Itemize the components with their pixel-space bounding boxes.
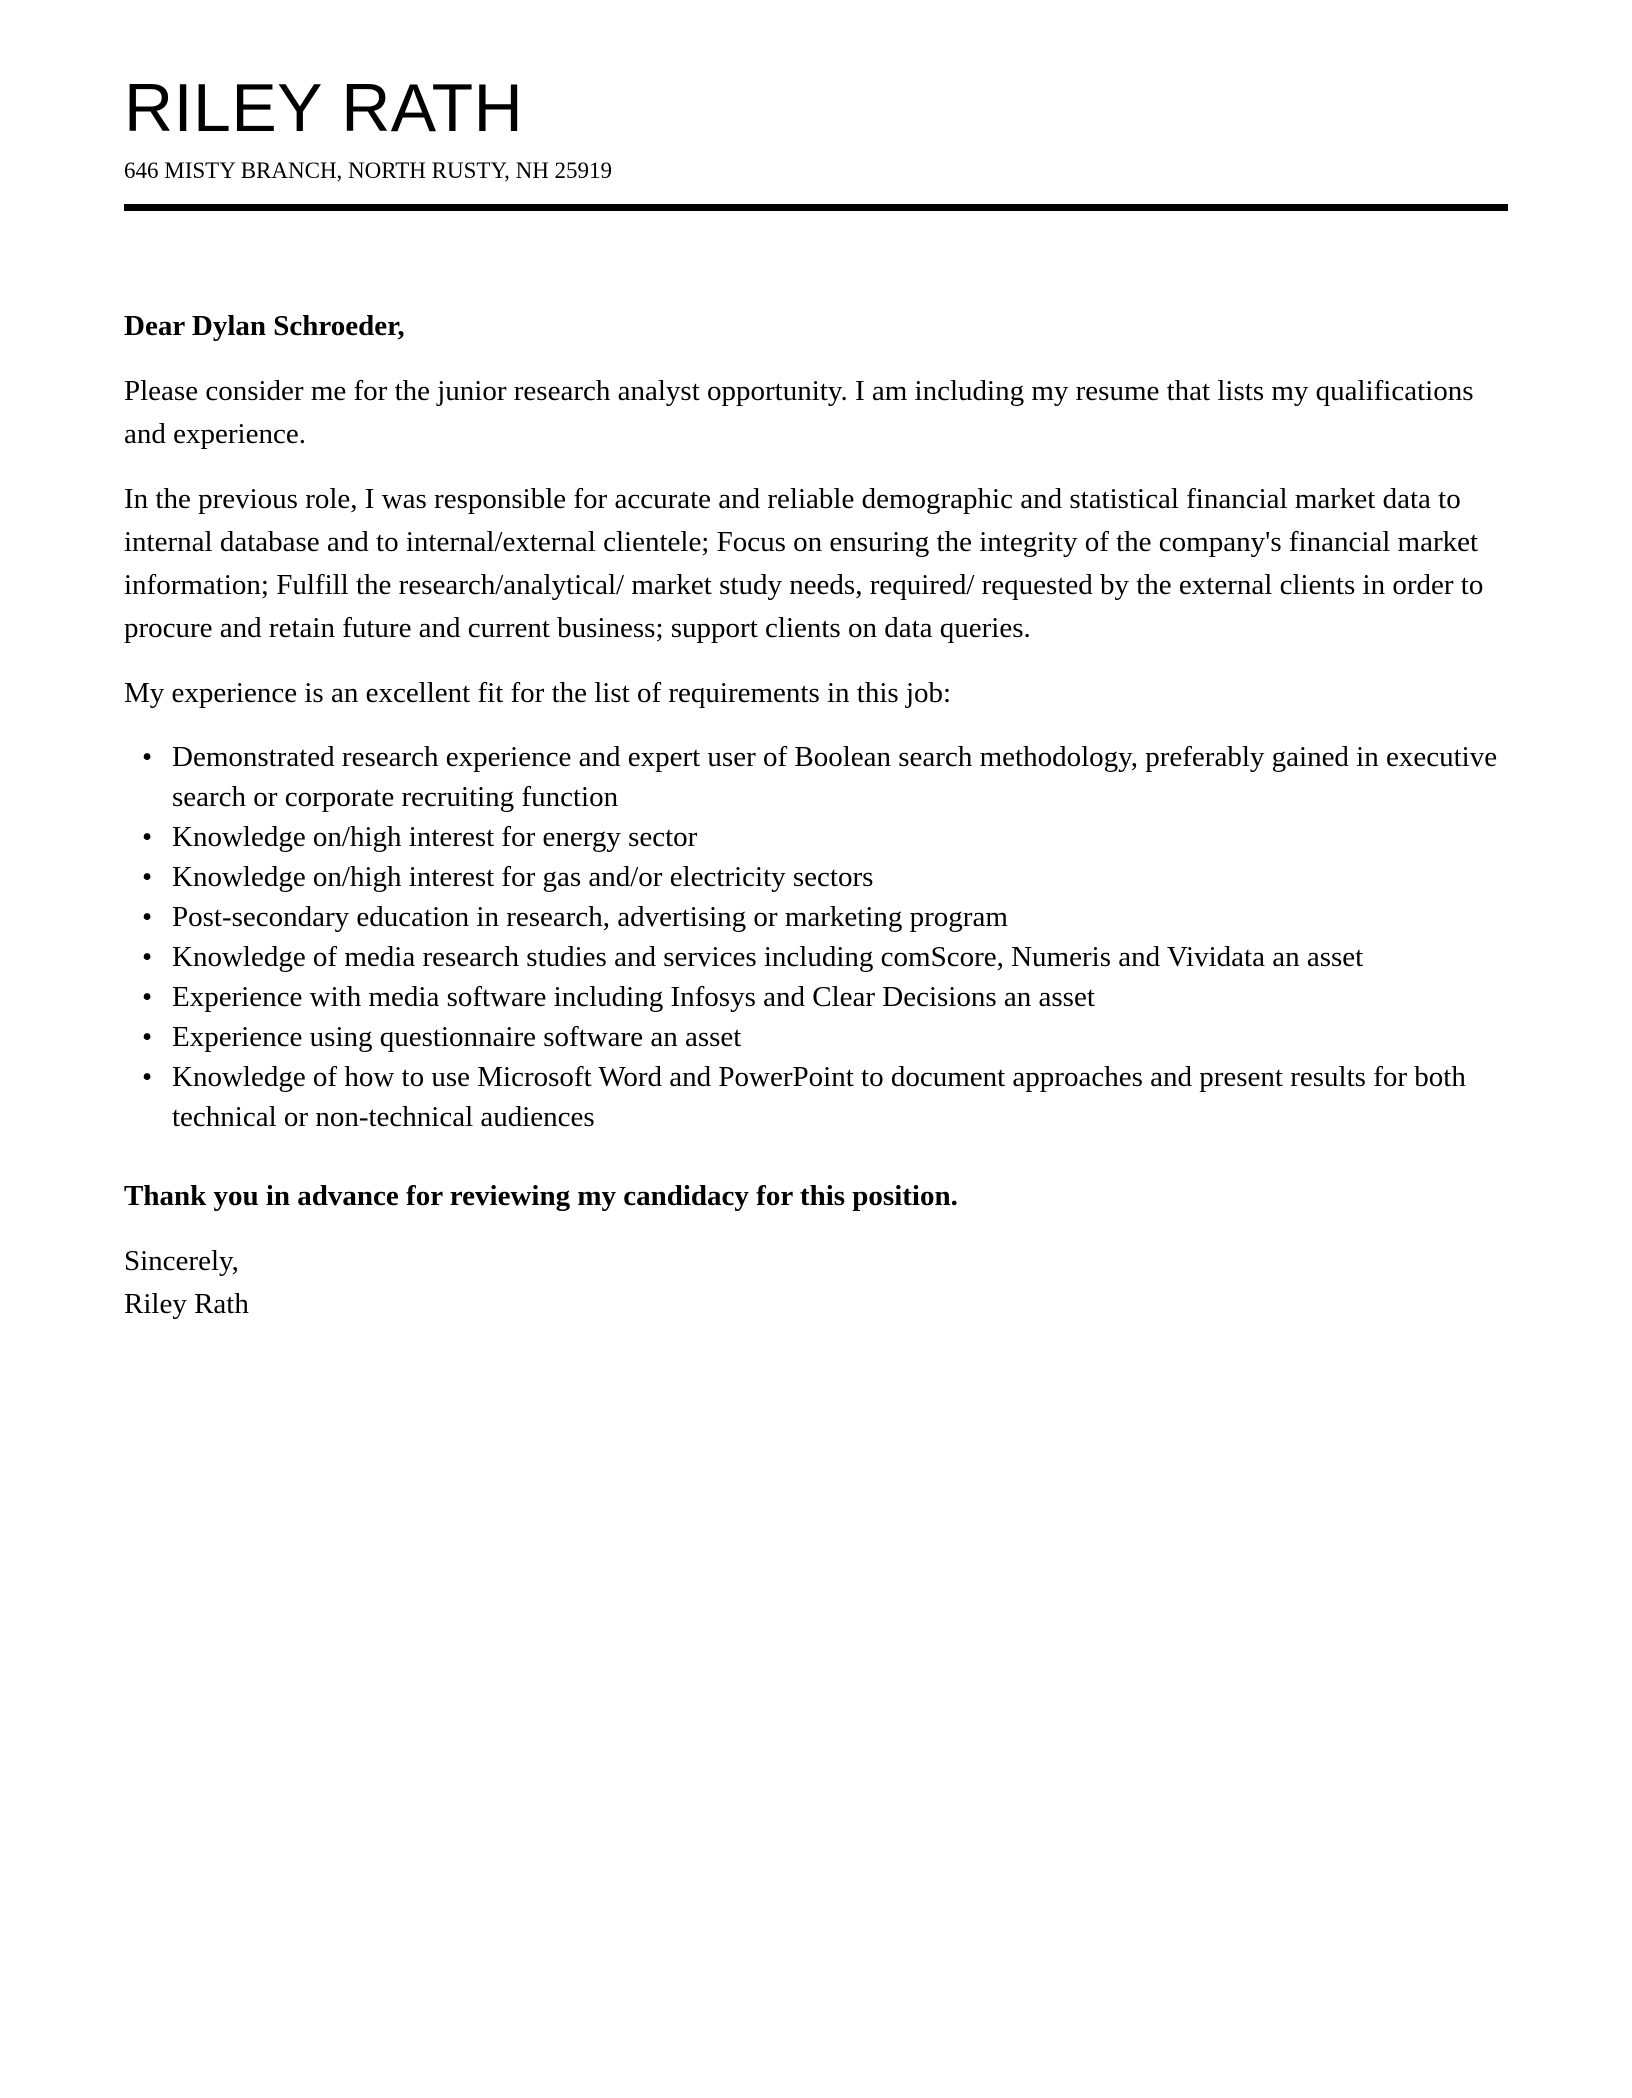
list-item [142,857,1508,897]
list-item-text: Knowledge on/high interest for gas and/or electricity sectors [172,861,874,893]
signature: Riley Rath [124,1288,249,1320]
list-item-text: Knowledge of media research studies and services including comScore, Numeris and Vividata an asset [172,941,1364,973]
list-item [142,977,1508,1017]
bullet-icon: • [142,901,153,933]
signoff: Sincerely, [124,1245,239,1277]
list-item-text: Experience with media software including Infosys and Clear Decisions an asset [172,981,1095,1013]
list-item [142,817,1508,857]
letter-body [124,305,1508,1326]
list-item-text: Knowledge on/high interest for energy sector [172,821,698,853]
list-item [142,897,1508,937]
list-item-text: Demonstrated research experience and expert user of Boolean search methodology, preferably gained in executive search or corporate recruiting function [172,741,1498,813]
closing-line: Thank you in advance for reviewing my candidacy for this position. [124,1180,958,1212]
sender-name: RILEY RATH [124,70,524,146]
intro-paragraph: Please consider me for the junior research analyst opportunity. I am including my resume that lists my qualifications and experience. [124,375,1474,450]
salutation: Dear Dylan Schroeder, [124,310,405,342]
bullet-icon: • [142,1061,153,1093]
bullet-icon: • [142,1021,153,1053]
list-item-text: Post-secondary education in research, advertising or marketing program [172,901,1008,933]
list-item [142,737,1508,817]
list-item-text: Knowledge of how to use Microsoft Word and PowerPoint to document approaches and present results for both technical or non-technical audiences [172,1061,1466,1133]
requirements-list [124,737,1508,1137]
list-item [142,937,1508,977]
list-item-text: Experience using questionnaire software an asset [172,1021,742,1053]
header-divider [124,204,1508,211]
requirements-intro: My experience is an excellent fit for the list of requirements in this job: [124,677,952,709]
list-item [142,1017,1508,1057]
experience-paragraph: In the previous role, I was responsible for accurate and reliable demographic and statistical financial market data to internal database and to internal/external clientele; Focus on ensuring the integrity of the company's financial market information; Fulfill the research/analytical/ market study needs, required/ requested by the external clients in order to procure and retain future and current business; support clients on data queries. [124,483,1484,644]
bullet-icon: • [142,821,153,853]
bullet-icon: • [142,861,153,893]
bullet-icon: • [142,981,153,1013]
bullet-icon: • [142,741,153,773]
letter-header [124,0,1508,211]
list-item [142,1057,1508,1137]
bullet-icon: • [142,941,153,973]
sender-address: 646 MISTY BRANCH, NORTH RUSTY, NH 25919 [124,158,613,183]
